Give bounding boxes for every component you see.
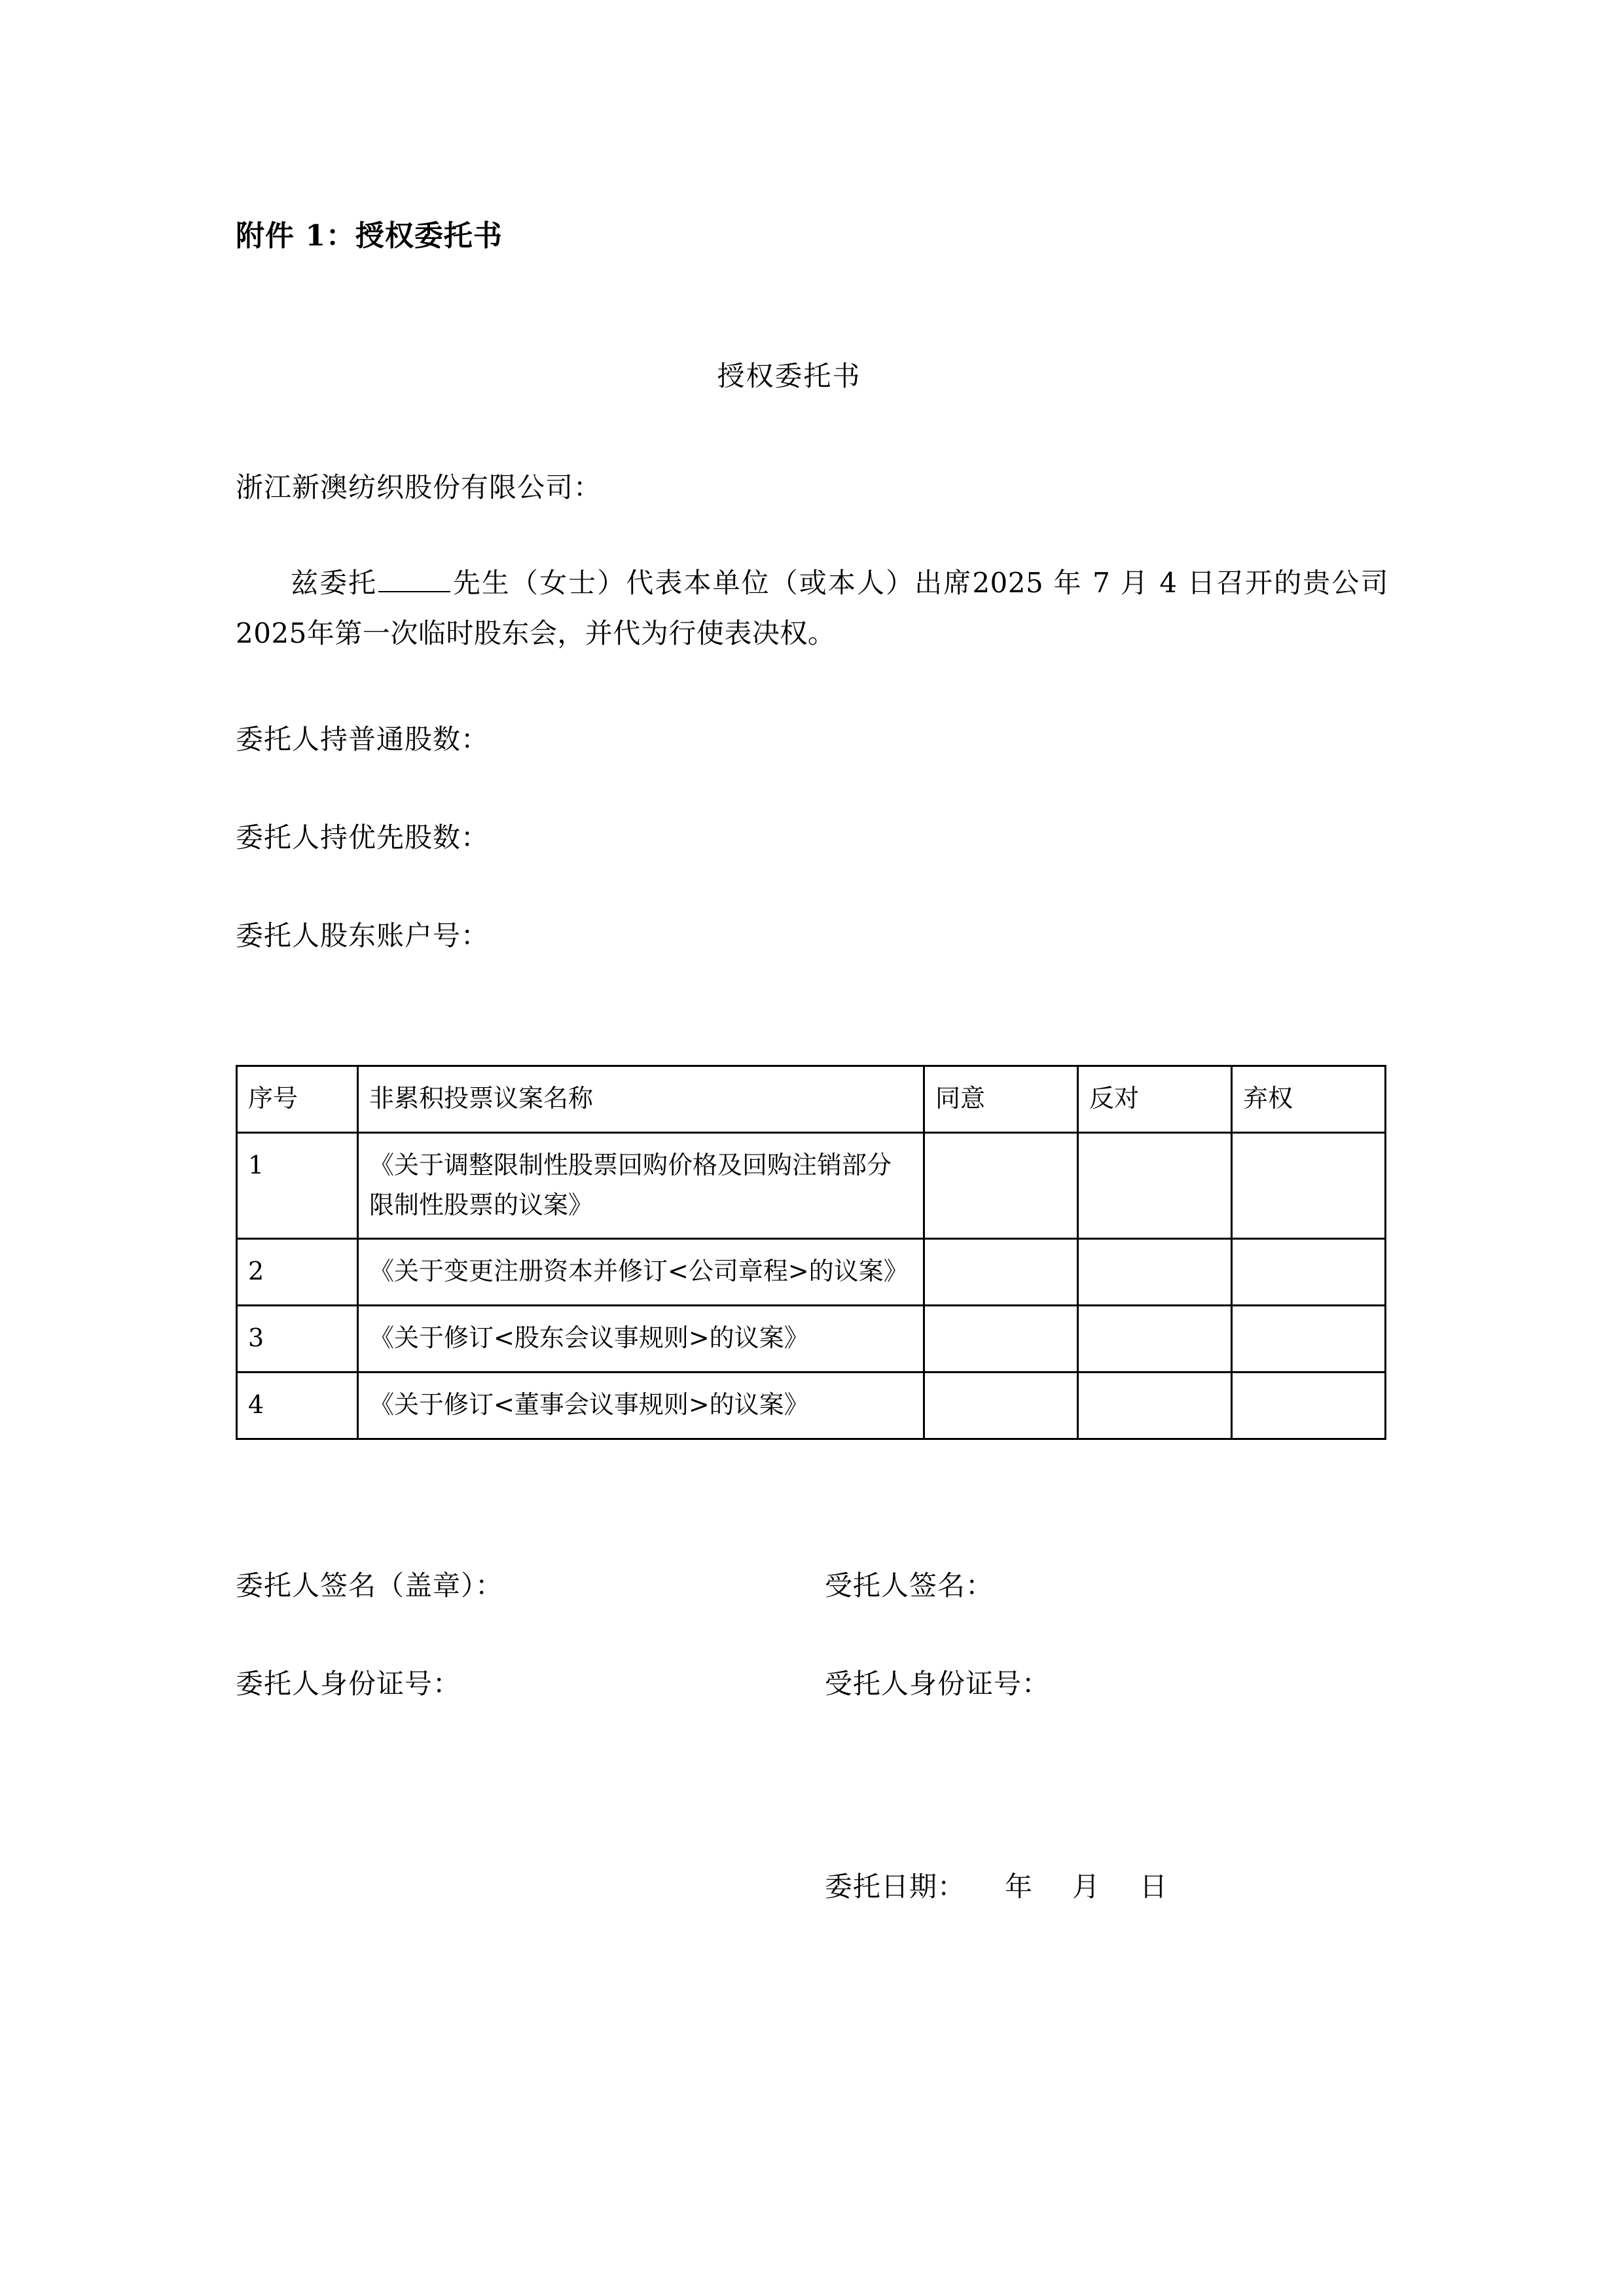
table-header-row	[237, 1066, 1386, 1132]
cell-agree[interactable]	[924, 1372, 1078, 1439]
voting-table	[236, 1065, 1386, 1440]
trustee-signature-label: 受托人签名：	[825, 1569, 994, 1602]
signature-row-names	[236, 1564, 1388, 1604]
signature-row-ids	[236, 1662, 1388, 1702]
trustee-name-blank[interactable]	[378, 591, 450, 592]
table-row	[237, 1306, 1386, 1372]
date-label: 委托日期：	[825, 1870, 966, 1903]
entrust-text-leading: 兹委托	[291, 566, 378, 599]
principal-signature-label: 委托人签名（盖章）：	[236, 1569, 504, 1602]
field-common-shares: 委托人持普通股数：	[236, 723, 490, 755]
table-row	[237, 1239, 1386, 1306]
cell-abstain[interactable]	[1232, 1132, 1386, 1239]
cell-against[interactable]	[1078, 1372, 1232, 1439]
header-proposal-name: 非累积投票议案名称	[358, 1066, 924, 1132]
cell-proposal-name: 《关于修订<董事会议事规则>的议案》	[358, 1372, 924, 1439]
principal-id-label: 委托人身份证号：	[236, 1667, 461, 1700]
header-seq: 序号	[237, 1066, 358, 1132]
cell-proposal-name: 《关于修订<股东会议事规则>的议案》	[358, 1306, 924, 1372]
cell-seq: 4	[237, 1372, 358, 1439]
cell-proposal-name: 《关于变更注册资本并修订<公司章程>的议案》	[358, 1239, 924, 1306]
cell-against[interactable]	[1078, 1132, 1232, 1239]
addressee-line: 浙江新澳纺织股份有限公司：	[236, 471, 602, 503]
trustee-id-label: 受托人身份证号：	[825, 1667, 1051, 1700]
cell-agree[interactable]	[924, 1239, 1078, 1306]
entrust-text-trailing: 先生（女士）代表本单位（或本人）出席2025 年 7 月 4 日召开的贵公司2025年第一次临时股东会，并代为行使表决权。	[236, 566, 1388, 650]
entrustment-paragraph	[236, 558, 1388, 659]
entrust-date-row	[236, 1865, 1388, 1905]
cell-agree[interactable]	[924, 1132, 1078, 1239]
field-shareholder-account: 委托人股东账户号：	[236, 919, 490, 952]
cell-seq: 3	[237, 1306, 358, 1372]
cell-proposal-name: 《关于调整限制性股票回购价格及回购注销部分限制性股票的议案》	[358, 1132, 924, 1239]
cell-abstain[interactable]	[1232, 1239, 1386, 1306]
cell-seq: 2	[237, 1239, 358, 1306]
header-abstain: 弃权	[1232, 1066, 1386, 1132]
header-agree: 同意	[924, 1066, 1078, 1132]
table-row	[237, 1132, 1386, 1239]
field-preferred-shares: 委托人持优先股数：	[236, 821, 490, 853]
cell-against[interactable]	[1078, 1239, 1232, 1306]
cell-against[interactable]	[1078, 1306, 1232, 1372]
cell-seq: 1	[237, 1132, 358, 1239]
cell-agree[interactable]	[924, 1306, 1078, 1372]
table-row	[237, 1372, 1386, 1439]
date-month-label: 月	[1072, 1870, 1101, 1903]
cell-abstain[interactable]	[1232, 1372, 1386, 1439]
date-day-label: 日	[1140, 1870, 1168, 1903]
header-against: 反对	[1078, 1066, 1232, 1132]
signature-block	[236, 1564, 1388, 1702]
attachment-title: 附件 1：授权委托书	[236, 219, 503, 253]
date-year-label: 年	[1005, 1870, 1034, 1903]
document-title: 授权委托书	[717, 359, 861, 392]
cell-abstain[interactable]	[1232, 1306, 1386, 1372]
